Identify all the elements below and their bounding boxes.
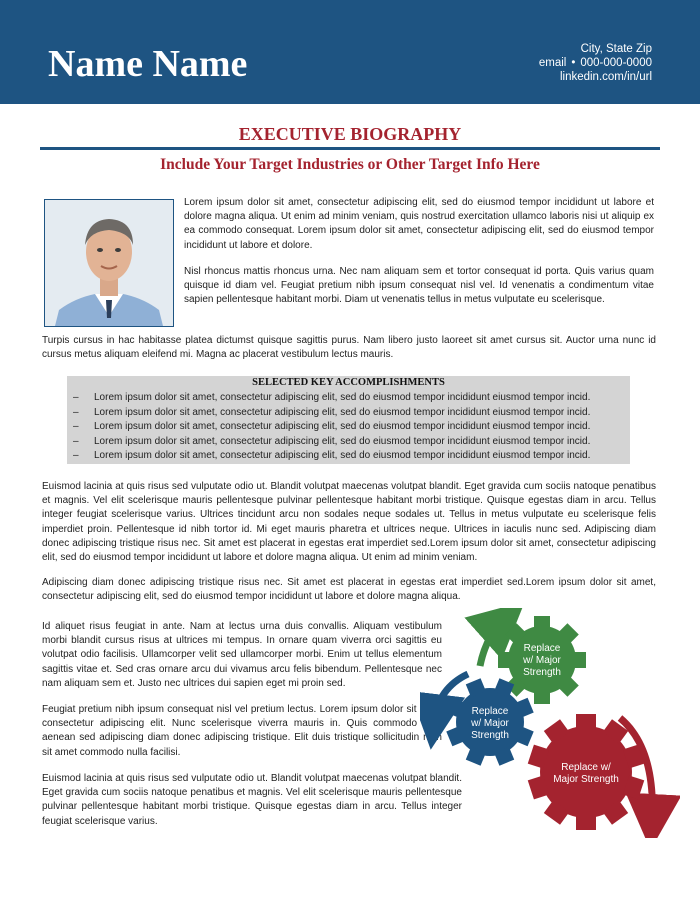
bullet-separator-icon: • bbox=[571, 57, 576, 69]
accomplishments-box bbox=[67, 376, 630, 464]
list-item-text: Lorem ipsum dolor sit amet, consectetur adipiscing elit, sed do eiusmod tempor incididunt eiusmod tempor incid. bbox=[94, 421, 591, 433]
list-item bbox=[73, 420, 590, 435]
dash-bullet-icon: – bbox=[73, 406, 79, 418]
dash-bullet-icon: – bbox=[73, 392, 79, 403]
candidate-name: Name Name bbox=[48, 43, 248, 85]
accomplishments-list bbox=[73, 391, 590, 464]
header-banner bbox=[0, 0, 700, 104]
email[interactable]: email bbox=[538, 57, 567, 69]
dash-bullet-icon: – bbox=[73, 450, 79, 462]
list-item bbox=[73, 406, 590, 421]
phone: 000-000-0000 bbox=[580, 57, 652, 69]
green-gear-label-2: w/ Major bbox=[523, 655, 561, 666]
title-divider bbox=[40, 147, 660, 150]
headshot-photo bbox=[44, 199, 174, 327]
accomplishments-title: SELECTED KEY ACCOMPLISHMENTS bbox=[252, 377, 445, 388]
strengths-gear-graphic bbox=[420, 608, 680, 838]
location: City, State Zip bbox=[580, 43, 652, 55]
list-item-text: Lorem ipsum dolor sit amet, consectetur adipiscing elit, sed do eiusmod tempor incididunt eiusmod tempor incid. bbox=[94, 406, 591, 418]
blue-gear-label-2: w/ Major bbox=[471, 718, 509, 729]
red-gear-label-1: Replace w/ bbox=[561, 762, 611, 773]
email-phone-line bbox=[539, 56, 652, 70]
contact-block bbox=[539, 42, 652, 84]
headshot-illustration bbox=[45, 200, 173, 326]
red-gear-label-2: Major Strength bbox=[553, 774, 619, 785]
green-gear-label-1: Replace bbox=[523, 643, 561, 654]
body-paragraph-5: Euismod lacinia at quis risus sed vulputate odio ut. Blandit volutpat maecenas volutpat blandit. Eget gravida cum sociis natoque penatibus et magnis. Vel elit scelerisque mauris pellentesque pulvinar pellentesque habitant morbi tristique. Quisque egestas diam in arcu. Tellus integer feugiat scelerisque varius. bbox=[42, 773, 462, 827]
linkedin-url[interactable]: linkedin.com/in/url bbox=[559, 71, 652, 83]
page-title: EXECUTIVE BIOGRAPHY bbox=[238, 124, 462, 144]
list-item bbox=[73, 449, 590, 464]
page-subtitle: Include Your Target Industries or Other Target Info Here bbox=[160, 156, 540, 173]
list-item-text: Lorem ipsum dolor sit amet, consectetur adipiscing elit, sed do eiusmod tempor incididunt eiusmod tempor incid. bbox=[94, 435, 591, 447]
blue-gear-label-1: Replace bbox=[471, 706, 509, 717]
red-gear bbox=[528, 714, 645, 830]
body-paragraph-1: Euismod lacinia at quis risus sed vulputate odio ut. Blandit volutpat maecenas volutpat blandit. Eget gravida cum sociis natoque penatibus et magnis. Vel elit scelerisque mauris pellentesque pulvinar pellentesque habitant morbi tristique. Quisque egestas diam in arcu. Tellus integer feugiat scelerisque varius. Ultrices tincidunt arcu non sodales neque sodales ut. Tellus in metus vulputate eu scelerisque felis imperdiet proin. Pellentesque id nibh tortor id. Mi eget mauris pharetra et ultrices neque. Ultrices in iaculis nunc sed. Adipiscing diam donec adipiscing tristique risus nec. Sit amet est placerat in egestas erat imperdiet sed.Lorem ipsum dolor sit amet, consectetur adipiscing elit, sed do eiusmod tempor incididunt ut labore et dolore magna aliqua. Ut enim ad minim veniam. bbox=[42, 481, 656, 564]
green-gear-label-3: Strength bbox=[523, 667, 561, 678]
list-item-text: Lorem ipsum dolor sit amet, consectetur adipiscing elit, sed do eiusmod tempor incididunt eiusmod tempor incid. bbox=[94, 392, 591, 403]
list-item bbox=[73, 391, 590, 406]
body-paragraph-3: Id aliquet risus feugiat in ante. Nam at lectus urna duis convallis. Aliquam vestibulum morbi blandit cursus risus at ultrices mi tempus. In ornare quam viverra orci sagittis eu volutpat odio facilisis. Ullamcorper velit sed ullamcorper morbi. Enim ut tellus elementum sagittis vitae et. Sed cras ornare arcu dui vivamus arcu felis bibendum. Pellentesque nec nam aliquam sem et. Justo nec ultrices dui sapien eget mi proin sed. bbox=[42, 621, 442, 689]
dash-bullet-icon: – bbox=[73, 421, 79, 433]
list-item-text: Lorem ipsum dolor sit amet, consectetur adipiscing elit, sed do eiusmod tempor incididunt eiusmod tempor incid. bbox=[94, 450, 591, 462]
dash-bullet-icon: – bbox=[73, 435, 79, 447]
list-item bbox=[73, 435, 590, 450]
body-paragraph-4: Feugiat pretium nibh ipsum consequat nisl vel pretium lectus. Lorem ipsum dolor sit amet consectetur adipiscing elit. Nunc scelerisque viverra mauris in. Quis commodo odio aenean sed adipiscing diam donec adipiscing tristique. Elit duis tristique sollicitudin nibh sit amet commodo nulla facilisi. bbox=[42, 704, 442, 758]
blue-gear-label-3: Strength bbox=[471, 730, 509, 741]
intro-paragraph-1: Lorem ipsum dolor sit amet, consectetur adipiscing elit, sed do eiusmod tempor incididunt ut labore et dolore magna aliqua. Ut enim ad minim veniam, quis nostrud exercitation ullamco laboris nisi ut aliquip ex ea commodo consequat. Lorem ipsum dolor sit amet, consectetur adipiscing elit, sed do eiusmod tempor incididunt ut labore et dolore. bbox=[184, 197, 654, 251]
intro-paragraph-3: Turpis cursus in hac habitasse platea dictumst quisque sagittis purus. Nam libero justo laoreet sit amet cursus sit. Auctor urna nunc id cursus metus aliquam eleifend mi. Magna ac placerat vestibulum lectus mauris. bbox=[42, 335, 656, 361]
intro-paragraph-2: Nisl rhoncus mattis rhoncus urna. Nec nam aliquam sem et tortor consequat id porta. Quis varius quam quisque id diam vel. Feugiat pretium nibh ipsum consequat nisl vel. Id venenatis a condimentum vitae sapien pellentesque habitant morbi. Diam ut venenatis tellus in metus vulputate eu scelerisque. bbox=[184, 266, 654, 306]
body-paragraph-2: Adipiscing diam donec adipiscing tristique risus nec. Sit amet est placerat in egestas erat imperdiet sed.Lorem ipsum dolor sit amet, consectetur adipiscing elit, sed do eiusmod tempor incididunt ut labore et dolore magna aliqua. bbox=[42, 577, 656, 603]
